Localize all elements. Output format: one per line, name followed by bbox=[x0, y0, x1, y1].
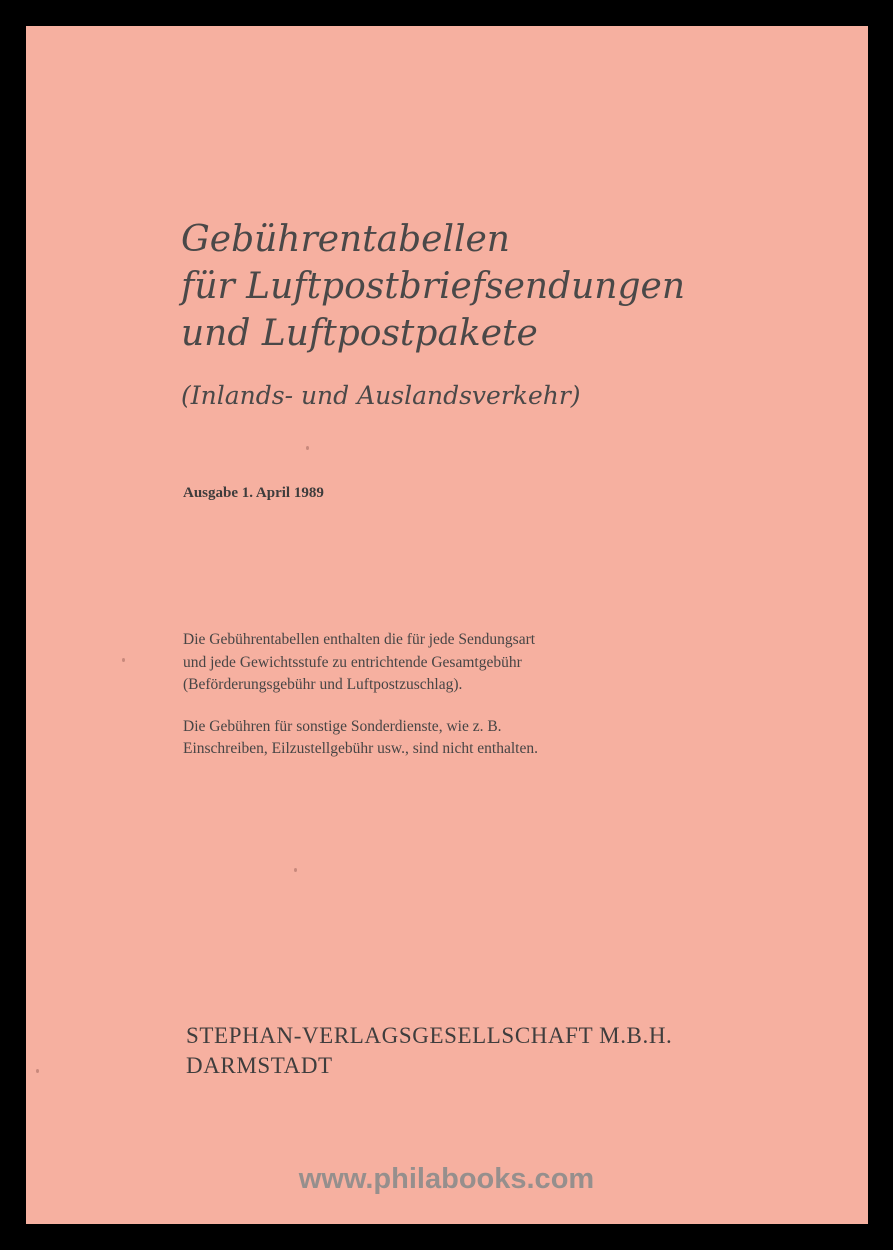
book-cover bbox=[26, 26, 868, 1224]
paper-speck bbox=[306, 446, 309, 450]
note-line: und jede Gewichtsstufe zu entrichtende Gesamtgebühr bbox=[183, 653, 522, 671]
note-line: Einschreiben, Eilzustellgebühr usw., sind nicht enthalten. bbox=[183, 740, 538, 757]
paper-speck bbox=[294, 868, 297, 872]
note-paragraph-2 bbox=[183, 716, 703, 761]
publisher-name: STEPHAN-VERLAGSGESELLSCHAFT M.B.H. bbox=[186, 1023, 673, 1048]
publisher-city: DARMSTADT bbox=[186, 1053, 333, 1078]
note-line: Die Gebührentabellen enthalten die für jede Sendungsart bbox=[183, 631, 536, 648]
title-line-2: für Luftpostbriefsendungen bbox=[181, 266, 686, 307]
publisher bbox=[186, 1021, 672, 1081]
cover-title bbox=[181, 216, 821, 357]
paper-speck bbox=[122, 658, 125, 662]
watermark-url: www.philabooks.com bbox=[298, 1163, 595, 1195]
cover-subtitle: (Inlands- und Auslandsverkehr) bbox=[181, 381, 581, 410]
note-paragraph-1 bbox=[183, 629, 703, 697]
paper-speck bbox=[36, 1069, 39, 1073]
cover-notes bbox=[183, 629, 703, 780]
note-line: Die Gebühren für sonstige Sonderdienste, wie z. B. bbox=[183, 717, 502, 735]
title-line-1: Gebührentabellen bbox=[181, 219, 510, 260]
title-line-3: und Luftpostpakete bbox=[181, 313, 538, 354]
note-line: (Beförderungsgebühr und Luftpostzuschlag). bbox=[183, 676, 463, 693]
edition-date: Ausgabe 1. April 1989 bbox=[183, 485, 324, 501]
